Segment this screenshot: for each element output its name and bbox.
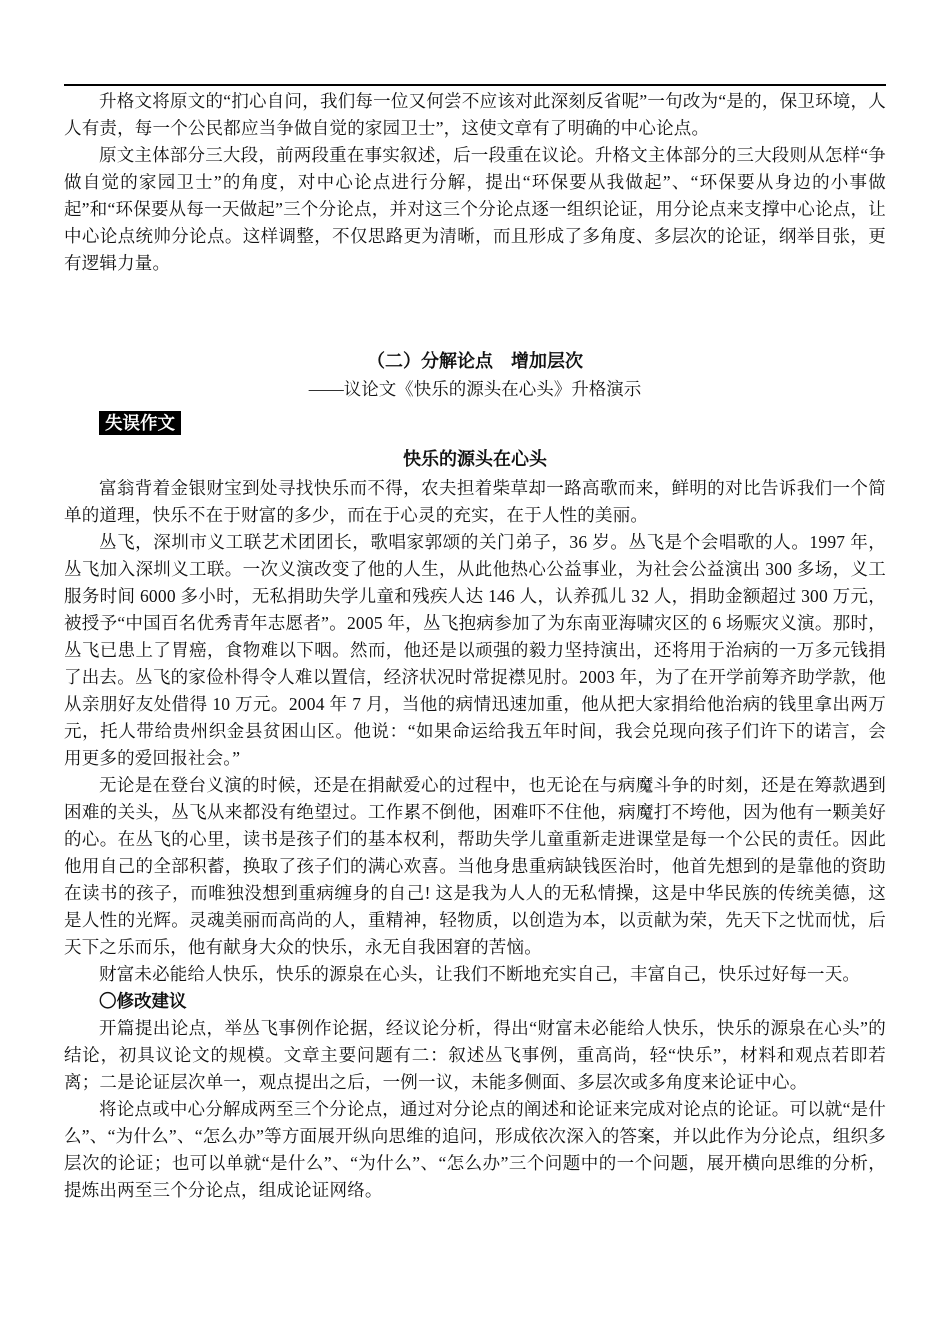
intro-paragraph: 原文主体部分三大段，前两段重在事实叙述，后一段重在议论。升格文主体部分的三大段则从怎样“争做自觉的家园卫士”的角度，对中心论点进行分解，提出“环保要从我做起”、“环保要从身边的小事做起”和“环保要从每一天做起”三个分论点，并对这三个分论点逐一组织论证，用分论点来支撑中心论点，让中心论点统帅分论点。这样调整，不仅思路更为清晰，而且形成了多角度、多层次的论证，纲举目张，更有逻辑力量。	[64, 145, 886, 273]
essay-paragraph: 富翁背着金银财宝到处寻找快乐而不得，农夫担着柴草却一路高歌而来，鲜明的对比告诉我们一个简单的道理，快乐不在于财富的多少，而在于心灵的充实，在于人性的美丽。	[64, 478, 886, 525]
suggestion-paragraph: 开篇提出论点，举丛飞事例作论据，经议论分析，得出“财富未必能给人快乐，快乐的源泉在心头”的结论，初具议论文的规模。文章主要问题有二：叙述丛飞事例，重高尚，轻“快乐”，材料和观点若即若离；二是论证层次单一，观点提出之后，一例一议，未能多侧面、多层次或多角度来论证中心。	[64, 1018, 886, 1092]
essay-paragraph: 丛飞，深圳市义工联艺术团团长，歌唱家郭颂的关门弟子，36 岁。丛飞是个会唱歌的人。1997 年，丛飞加入深圳义工联。一次义演改变了他的人生，从此他热心公益事业，为社会公益演出 300 多场，义工服务时间 6000 多小时，无私捐助失学儿童和残疾人达 146 人，认养孤儿 32 人，捐助金额超过 300 万元，被授予“中国百名优秀青年志愿者”。2005 年，丛飞抱病参加了为东南亚海啸灾区的 6 场赈灾义演。那时，丛飞已患上了胃癌，食物难以下咽。然而，他还是以顽强的毅力坚持演出，还将用于治病的一万多元钱捐了出去。丛飞的家俭朴得令人难以置信，经济状况时常捉襟见肘。2003 年，为了在开学前筹齐助学款，他从亲朋好友处借得 10 万元。2004 年 7 月，当他的病情迅速加重，他从把大家捐给他治病的钱里拿出两万元，托人带给贵州织金县贫困山区。他说：“如果命运给我五年时间，我会兑现向孩子们许下的诺言，会用更多的爱回报社会。”	[64, 532, 886, 768]
header-rule	[64, 84, 886, 86]
essay-paragraph: 财富未必能给人快乐，快乐的源泉在心头，让我们不断地充实自己，丰富自己，快乐过好每一天。	[99, 964, 861, 984]
revision-suggestion-heading: 〇修改建议	[99, 991, 187, 1011]
essay-paragraph: 无论是在登台义演的时候，还是在捐献爱心的过程中，也无论在与病魔斗争的时刻，还是在筹款遇到困难的关头，丛飞从来都没有绝望过。工作累不倒他，困难吓不住他，病魔打不垮他，因为他有一颗美好的心。在丛飞的心里，读书是孩子们的基本权利，帮助失学儿童重新走进课堂是每一个公民的责任。因此他用自己的全部积蓄，换取了孩子们的满心欢喜。当他身患重病缺钱医治时，他首先想到的是靠他的资助在读书的孩子，而唯独没想到重病缠身的自己! 这是我为人人的无私情操，这是中华民族的传统美德，这是人性的光辉。灵魂美丽而高尚的人，重精神，轻物质，以创造为本，以贡献为荣，先天下之忧而忧，后天下之乐而乐，他有献身大众的快乐，永无自我困窘的苦恼。	[64, 775, 886, 957]
failed-essay-label-row	[64, 410, 886, 437]
section-heading: （二）分解论点 增加层次	[367, 351, 583, 371]
intro-paragraph: 升格文将原文的“扪心自问，我们每一位又何尝不应该对此深刻反省呢”一句改为“是的，保卫环境，人人有责，每一个公民都应当争做自觉的家园卫士”，这使文章有了明确的中心论点。	[64, 91, 886, 138]
failed-essay-label: 失误作文	[99, 411, 181, 435]
essay-title: 快乐的源头在心头	[403, 449, 547, 469]
suggestion-paragraph: 将论点或中心分解成两至三个分论点，通过对分论点的阐述和论证来完成对论点的论证。可以就“是什么”、“为什么”、“怎么办”等方面展开纵向思维的追问，形成依次深入的答案，并以此作为分论点，组织多层次的论证；也可以单就“是什么”、“为什么”、“怎么办”三个问题中的一个问题，展开横向思维的分析，提炼出两至三个分论点，组成论证网络。	[64, 1099, 886, 1200]
section-subtitle: ——议论文《快乐的源头在心头》升格演示	[308, 379, 642, 399]
